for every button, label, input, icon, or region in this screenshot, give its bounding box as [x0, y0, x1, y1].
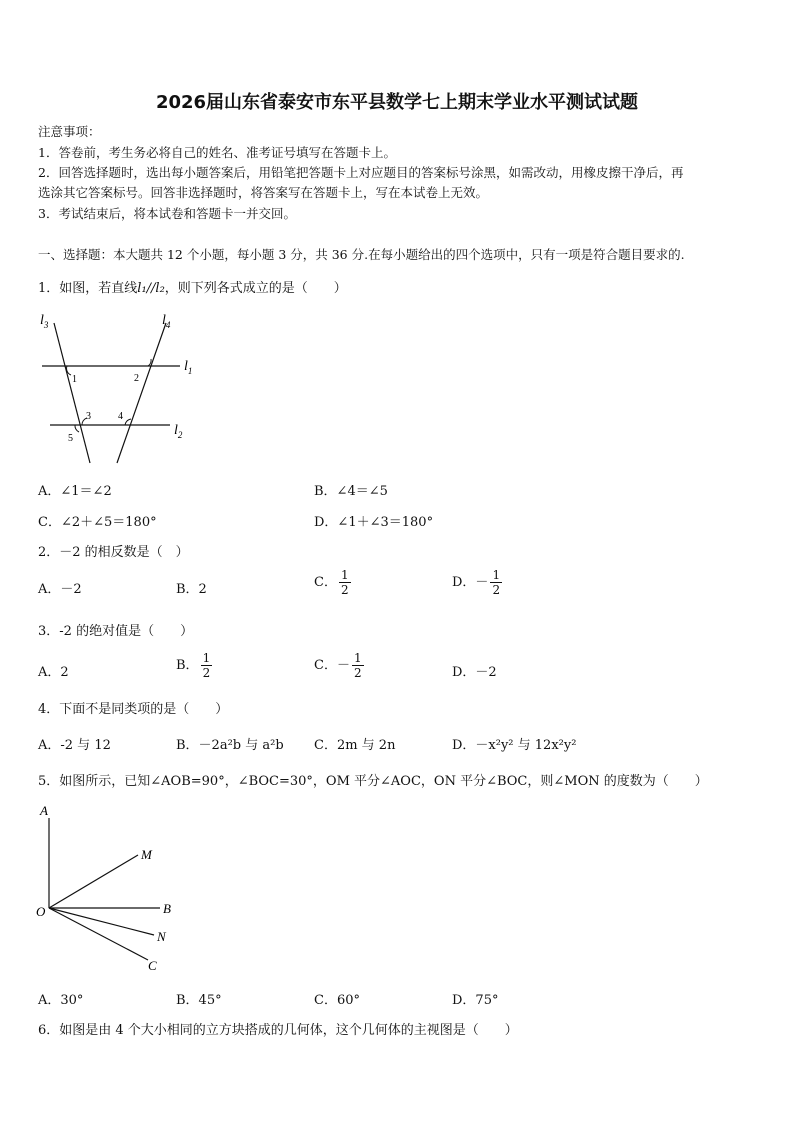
q4-option-c: C．2m 与 2n [314, 738, 396, 753]
q5-option-d: D．75° [452, 993, 499, 1008]
q1-option-a: A．∠1＝∠2 [38, 484, 112, 499]
q3-option-b: B． $\frac{1}{2}$ [176, 651, 211, 680]
angle-rays-figure [30, 800, 190, 978]
question-1-stem: 1．如图，若直线l₁//l₂，则下列各式成立的是（ ） [38, 281, 347, 296]
q4-option-a: A．-2 与 12 [38, 738, 111, 753]
point-b-label: B [163, 901, 171, 916]
q2-option-b: B．2 [176, 582, 207, 597]
section-heading: 一、选择题：本大题共 12 个小题，每小题 3 分，共 36 分.在每小题给出的四个选项中，只有一项是符合题目要求的. [38, 247, 685, 262]
fraction: $\frac{1}{2}$ [202, 651, 211, 680]
q2-option-a: A．－2 [38, 582, 82, 597]
label-l4: $l_4$ [162, 313, 171, 330]
q3-option-a: A．2 [38, 665, 69, 680]
point-c-label: C [148, 958, 157, 973]
angle-1-label: 1 [72, 374, 77, 385]
q1-option-d: D．∠1＋∠3＝180° [314, 515, 434, 530]
notice-item-3: 3．考试结束后，将本试卷和答题卡一并交回。 [38, 206, 296, 221]
q2-option-c: C． $\frac{1}{2}$ [314, 568, 349, 597]
point-n-label: N [157, 929, 166, 944]
label-l1: $l_1$ [184, 359, 193, 376]
question-3-stem: 3．-2 的绝对值是（ ） [38, 624, 194, 639]
angle-2-label: 2 [134, 373, 139, 384]
fraction: $\frac{1}{2}$ [492, 568, 501, 597]
fraction: $\frac{1}{2}$ [353, 651, 362, 680]
page-title: 2026届山东省泰安市东平县数学七上期末学业水平测试试题 [155, 92, 639, 113]
angle-5-label: 5 [68, 433, 73, 444]
label-l3: $l_3$ [40, 313, 49, 330]
q3-option-c: C．－ $\frac{1}{2}$ [314, 651, 362, 680]
point-a-label: A [40, 803, 48, 818]
question-4-stem: 4．下面不是同类项的是（ ） [38, 702, 229, 717]
angle-4-label: 4 [118, 411, 123, 422]
q5-option-c: C．60° [314, 993, 360, 1008]
question-6-stem: 6．如图是由 4 个大小相同的立方块搭成的几何体，这个几何体的主视图是（ ） [38, 1023, 518, 1038]
point-m-label: M [141, 847, 152, 862]
parallel-lines-figure [30, 305, 210, 470]
question-5-stem: 5．如图所示，已知∠AOB=90°，∠BOC=30°，OM 平分∠AOC，ON 平分∠BOC，则∠MON 的度数为（ ） [38, 774, 708, 789]
angle-3-label: 3 [86, 411, 91, 422]
q1-option-c: C．∠2＋∠5＝180° [38, 515, 157, 530]
notice-item-2: 2．回答选择题时，选出每小题答案后，用铅笔把答题卡上对应题目的答案标号涂黑，如需改动，用橡皮擦干净后，再 [38, 165, 684, 180]
notice-heading: 注意事项： [38, 124, 101, 139]
q5-option-b: B．45° [176, 993, 222, 1008]
notice-item-1: 1．答卷前，考生务必将自己的姓名、准考证号填写在答题卡上。 [38, 145, 396, 160]
label-l2: $l_2$ [174, 423, 183, 440]
q5-option-a: A．30° [38, 993, 84, 1008]
q4-option-d: D．－x²y² 与 12x²y² [452, 738, 577, 753]
q2-option-d: D．－ $\frac{1}{2}$ [452, 568, 501, 597]
parallel-expression: l₁//l₂ [137, 281, 165, 296]
point-o-label: O [36, 904, 46, 919]
q4-option-b: B．－2a²b 与 a²b [176, 738, 284, 753]
fraction: $\frac{1}{2}$ [340, 568, 349, 597]
notice-item-2-cont: 选涂其它答案标号。回答非选择题时，将答案写在答题卡上，写在本试卷上无效。 [38, 185, 489, 200]
question-2-stem: 2．－2 的相反数是（ ） [38, 545, 189, 560]
q1-option-b: B．∠4＝∠5 [314, 484, 388, 499]
q3-option-d: D．－2 [452, 665, 497, 680]
